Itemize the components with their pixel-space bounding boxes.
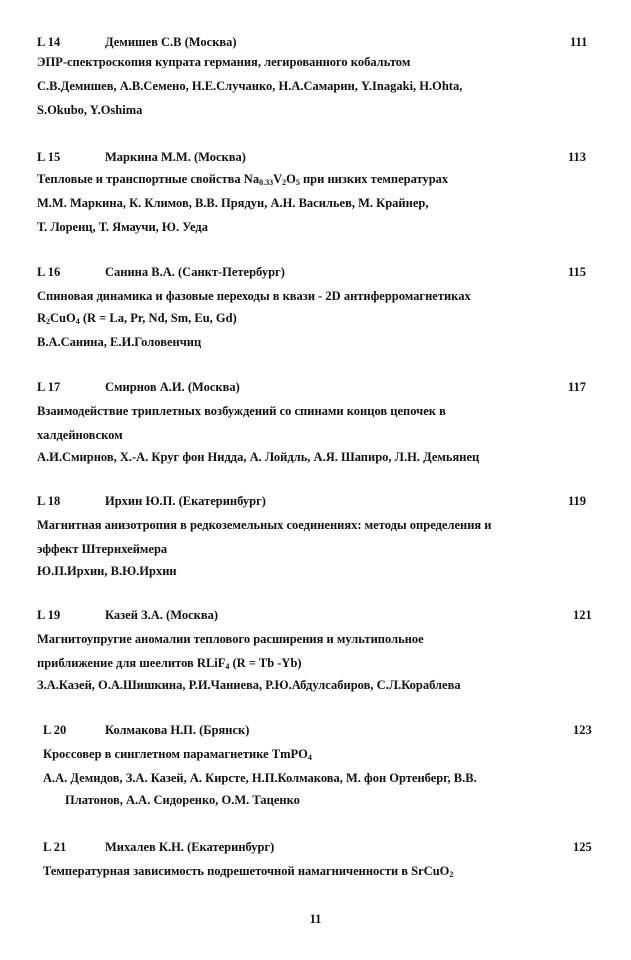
- entry-authors: Т. Лоренц, Т. Ямаучи, Ю. Уеда: [37, 220, 209, 234]
- entry-title-line2: эффект Штернхеймера: [37, 542, 168, 556]
- entry-speaker: Демишев С.В (Москва): [105, 35, 237, 49]
- entry-title: Взаимодействие триплетных возбуждений со спинами концов цепочек в: [37, 404, 446, 418]
- entry-authors: З.А.Казей, О.А.Шишкина, Р.И.Чаниева, Р.Ю.Абдулсабиров, С.Л.Кораблева: [37, 678, 461, 692]
- entry-speaker: Санина В.А. (Санкт-Петербург): [105, 265, 285, 279]
- entry-authors: Ю.П.Ирхин, В.Ю.Ирхин: [37, 564, 177, 578]
- entry-l14: [0, 35, 631, 117]
- entry-code: L 14: [37, 35, 61, 49]
- entry-title: ЭПР-спектроскопия купрата германия, легированного кобальтом: [37, 55, 411, 69]
- entry-speaker: Ирхин Ю.П. (Екатеринбург): [105, 494, 266, 508]
- entry-l16: [0, 265, 631, 349]
- entry-page-number: 111: [570, 35, 588, 49]
- entry-authors: S.Okubo, Y.Oshima: [37, 103, 143, 117]
- page-number: 11: [309, 912, 322, 926]
- entry-code: L 19: [37, 608, 61, 622]
- entry-page-number: 117: [568, 380, 587, 394]
- entry-code: L 18: [37, 494, 61, 508]
- entry-speaker: Казей З.А. (Москва): [105, 608, 219, 622]
- entry-authors: А.А. Демидов, З.А. Казей, А. Кирсте, Н.П.Колмакова, М. фон Ортенберг, В.В.: [43, 771, 477, 785]
- entry-code: L 16: [37, 265, 61, 279]
- entry-l18: [0, 494, 631, 578]
- entry-title: Магнитоупругие аномалии теплового расширения и мультипольное: [37, 632, 424, 646]
- entry-speaker: Михалев К.Н. (Екатеринбург): [105, 840, 275, 854]
- entry-code: L 17: [37, 380, 61, 394]
- entry-l19: [0, 608, 631, 692]
- entry-page-number: 125: [573, 840, 592, 854]
- entry-l21: [0, 840, 631, 879]
- entry-authors: В.А.Санина, Е.И.Головенчиц: [37, 335, 202, 349]
- entry-page-number: 123: [573, 723, 592, 737]
- entry-title: Тепловые и транспортные свойства $Na_{0.33}V_2O_5$ при низких температурах: [37, 172, 449, 187]
- entry-authors: С.В.Демишев, А.В.Семено, Н.Е.Случанко, Н.А.Самарин, Y.Inagaki, H.Ohta,: [37, 79, 463, 93]
- entry-page-number: 113: [568, 150, 587, 164]
- entry-authors: Платонов, А.А. Сидоренко, О.М. Таценко: [65, 793, 300, 807]
- entry-authors: М.М. Маркина, К. Климов, В.В. Прядун, А.Н. Васильев, М. Крайнер,: [37, 196, 429, 210]
- entry-l17: [0, 380, 631, 464]
- entry-title-line2: халдейновском: [37, 428, 123, 442]
- entry-code: L 15: [37, 150, 61, 164]
- entry-title: Спиновая динамика и фазовые переходы в квази - 2D антиферромагнетиках: [37, 289, 471, 303]
- entry-page-number: 115: [568, 265, 587, 279]
- entry-page-number: 121: [573, 608, 592, 622]
- entry-code: L 20: [43, 723, 67, 737]
- entry-code: L 21: [43, 840, 67, 854]
- entry-l15: [0, 150, 631, 234]
- entry-authors: А.И.Смирнов, Х.-А. Круг фон Нидда, А. Лойдль, А.Я. Шапиро, Л.Н. Демьянец: [37, 450, 480, 464]
- entry-title-line2: $R_2CuO_4$ (R = La, Pr, Nd, Sm, Eu, Gd): [37, 311, 237, 326]
- entry-l20: [0, 723, 631, 807]
- entry-speaker: Колмакова Н.П. (Брянск): [105, 723, 250, 737]
- entry-title: Кроссовер в синглетном парамагнетике TmPO$_4$: [43, 747, 312, 762]
- entry-page-number: 119: [568, 494, 587, 508]
- entry-title: Магнитная анизотропия в редкоземельных соединениях: методы определения и: [37, 518, 492, 532]
- entry-speaker: Смирнов А.И. (Москва): [105, 380, 240, 394]
- entry-speaker: Маркина М.М. (Москва): [105, 150, 246, 164]
- entry-title-line2: приближение для шеелитов RLiF$_4$ (R = Tb -Yb): [37, 656, 302, 671]
- entry-title: Температурная зависимость подрешеточной намагниченности в SrCuO$_2$: [43, 864, 454, 879]
